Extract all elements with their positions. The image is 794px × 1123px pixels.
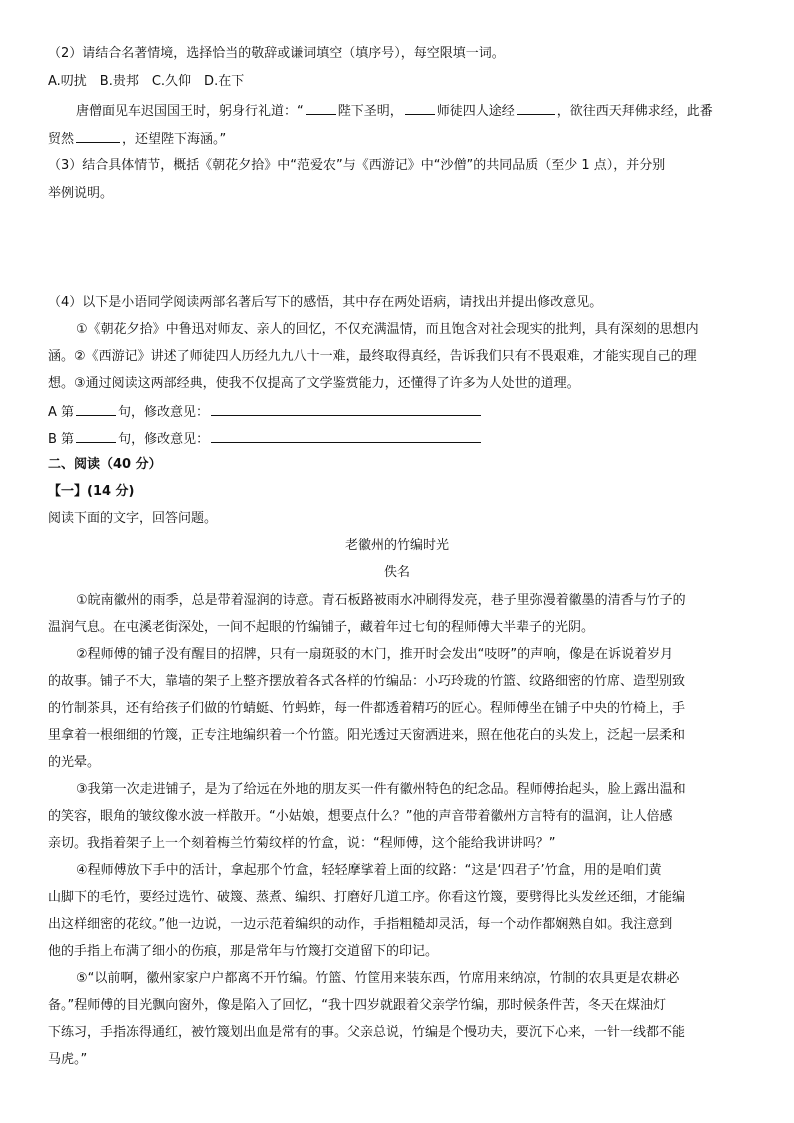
answer-line[interactable]	[211, 401, 481, 416]
q4-prompt: （4）以下是小语同学阅读两部名著后写下的感悟，其中存在两处语病，请找出并提出修改意见。	[48, 295, 603, 310]
q4-answer-a	[48, 401, 748, 423]
q2-sentence-text: ，还望陛下海涵。”	[122, 132, 227, 147]
answer-a-label: A 第	[48, 405, 75, 420]
article-author: 佚名	[383, 565, 410, 580]
q2-sentence-text: 贸然	[48, 132, 75, 147]
article-line: 温润气息。在屯溪老街深处，一间不起眼的竹编铺子，藏着年过七旬的程师傅大半辈子的光阴。	[48, 620, 595, 635]
answer-blank[interactable]	[306, 100, 336, 115]
article-line: 他的手指上布满了细小的伤痕，那是常年与竹篾打交道留下的印记。	[48, 944, 439, 959]
article-title: 老徽州的竹编时光	[344, 538, 449, 553]
answer-blank[interactable]	[405, 100, 435, 115]
reading-instruction: 阅读下面的文字，回答问题。	[48, 511, 218, 526]
q2-sentence-text: 唐僧面见车迟国国王时，躬身行礼道：“	[76, 104, 304, 119]
article-line: ①皖南徽州的雨季，总是带着湿润的诗意。青石板路被雨水冲刷得发亮，巷子里弥漫着徽墨的清香与竹子的	[76, 593, 686, 608]
q2-prompt: （2）请结合名著情境，选择恰当的敬辞或谦词填空（填序号），每空限填一词。	[48, 46, 505, 61]
q3-prompt-line2: 举例说明。	[48, 186, 114, 201]
article-line: 下练习，手指冻得通红，被竹篾划出血是常有的事。父亲总说，竹编是个慢功夫，要沉下心来，一针一线都不能	[48, 1025, 686, 1040]
q4-passage-line3: 想。③通过阅读这两部经典，使我不仅提高了文学鉴赏能力，还懂得了许多为人处世的道理。	[48, 376, 580, 391]
q3-prompt-line1: （3）结合具体情节，概括《朝花夕拾》中“范爱农”与《西游记》中“沙僧”的共同品质（至少 1 点），并分别	[48, 158, 666, 173]
q2-sentence-line2	[48, 128, 748, 150]
answer-a-text: 句，修改意见：	[118, 405, 210, 420]
article-line: 的光晕。	[48, 755, 101, 770]
article-line: ⑤“以前啊，徽州家家户户都离不开竹编。竹篮、竹筐用来装东西，竹席用来纳凉，竹制的农具更是农耕必	[76, 971, 680, 986]
answer-blank[interactable]	[76, 401, 116, 416]
answer-blank[interactable]	[517, 100, 555, 115]
article-line: 的竹制茶具，还有给孩子们做的竹蜻蜓、竹蚂蚱，每一件都透着精巧的匠心。程师傅坐在铺子中央的竹椅上，手	[48, 701, 686, 716]
article-line: 里拿着一根细细的竹篾，正专注地编织着一个竹篮。阳光透过天窗洒进来，照在他花白的头发上，泛起一层柔和	[48, 728, 686, 743]
article-line: ④程师傅放下手中的活计，拿起那个竹盒，轻轻摩挲着上面的纹路：“这是‘四君子’竹盒，用的是咱们黄	[76, 863, 662, 878]
answer-blank[interactable]	[76, 128, 120, 143]
article-line: 备。”程师傅的目光飘向窗外，像是陷入了回忆，“我十四岁就跟着父亲学竹编，那时候条件苦，冬天在煤油灯	[48, 998, 666, 1013]
answer-blank[interactable]	[76, 428, 116, 443]
article-line: 马虎。”	[48, 1052, 88, 1067]
q2-sentence-line1	[76, 100, 756, 122]
q4-answer-b	[48, 428, 748, 450]
article-line: 的故事。铺子不大，靠墙的架子上整齐摆放着各式各样的竹编品：小巧玲珑的竹篮、纹路细密的竹席、造型别致	[48, 674, 686, 689]
answer-line[interactable]	[211, 428, 481, 443]
q2-sentence-text: ，欲往西天拜佛求经，此番	[556, 104, 713, 119]
article-line: ②程师傅的铺子没有醒目的招牌，只有一扇斑驳的木门，推开时会发出“吱呀”的声响，像是在诉说着岁月	[76, 647, 674, 662]
article-line: ③我第一次走进铺子，是为了给远在外地的朋友买一件有徽州特色的纪念品。程师傅抬起头，脸上露出温和	[76, 782, 686, 797]
q4-passage-line1: ①《朝花夕拾》中鲁迅对师友、亲人的回忆，不仅充满温情，而且饱含对社会现实的批判，具有深刻的思想内	[76, 322, 699, 337]
q2-sentence-text: 师徒四人途经	[436, 104, 515, 119]
answer-b-label: B 第	[48, 432, 75, 447]
section-heading: 二、阅读（40 分）	[48, 457, 162, 472]
q4-passage-line2: 涵。②《西游记》讲述了师徒四人历经九九八十一难，最终取得真经，告诉我们只有不畏艰难，才能实现自己的理	[48, 349, 697, 364]
article-line: 的笑容，眼角的皱纹像水波一样散开。“小姑娘，想要点什么？”他的声音带着徽州方言特有的温润，让人倍感	[48, 809, 673, 824]
q2-sentence-text: 陛下圣明，	[337, 104, 403, 119]
answer-b-text: 句，修改意见：	[118, 432, 210, 447]
article-line: 山脚下的毛竹，要经过选竹、破篾、蒸煮、编织、打磨好几道工序。你看这竹篾，要劈得比头发丝还细，才能编	[48, 890, 686, 905]
article-line: 出这样细密的花纹。”他一边说，一边示范着编织的动作，手指粗糙却灵活，每一个动作都娴熟自如。我注意到	[48, 917, 673, 932]
article-line: 亲切。我指着架子上一个刻着梅兰竹菊纹样的竹盒，说：“程师傅，这个能给我讲讲吗？”	[48, 836, 556, 851]
part-heading: 【一】(14 分)	[48, 484, 135, 499]
q2-options: A.叨扰 B.贵邦 C.久仰 D.在下	[48, 74, 245, 89]
